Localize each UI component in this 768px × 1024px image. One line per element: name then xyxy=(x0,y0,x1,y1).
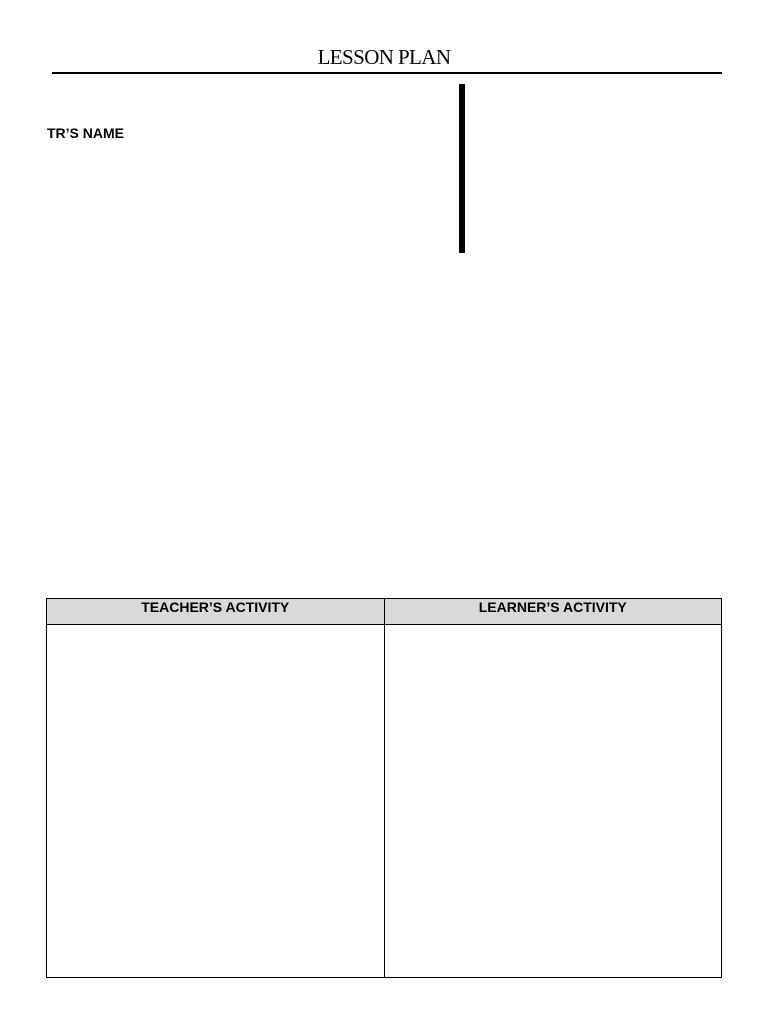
vertical-divider xyxy=(459,84,465,253)
page-title: LESSON PLAN xyxy=(317,45,451,69)
title-underline xyxy=(52,72,722,74)
activity-table-header-row xyxy=(47,599,722,625)
teacher-name-label: TR’S NAME xyxy=(47,125,124,141)
learner-activity-header: LEARNER’S ACTIVITY xyxy=(384,599,722,625)
activity-table xyxy=(46,598,722,978)
learner-activity-cell xyxy=(384,625,722,978)
teacher-activity-header: TEACHER’S ACTIVITY xyxy=(47,599,385,625)
activity-table-row xyxy=(47,625,722,978)
teacher-activity-cell xyxy=(47,625,385,978)
